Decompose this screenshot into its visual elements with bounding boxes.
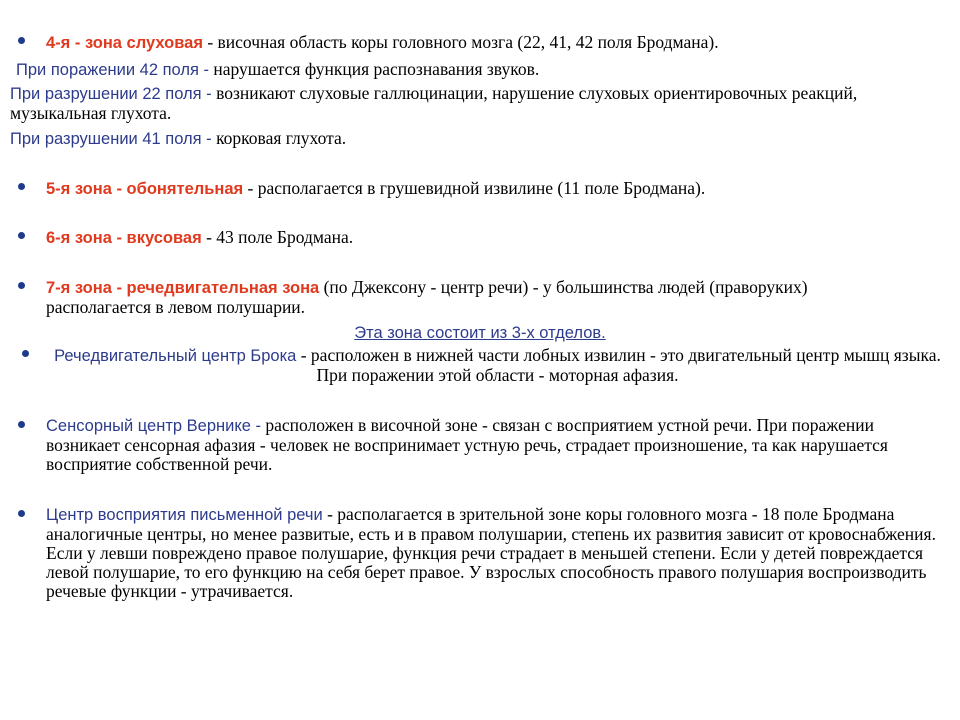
bullet-icon bbox=[18, 510, 25, 517]
zone6-text: - 43 поле Бродмана. bbox=[201, 227, 354, 247]
zone4-paragraph bbox=[46, 33, 926, 53]
wernicke-lead: Сенсорный центр Вернике - bbox=[46, 417, 261, 435]
zone4-text: - височная область коры головного мозга (22, 41, 42 поля Бродмана). bbox=[202, 32, 719, 52]
p42-paragraph bbox=[16, 60, 916, 80]
zone7-text: (по Джексону - центр речи) - у большинства людей (праворуких) располагается в левом полушарии. bbox=[46, 277, 808, 317]
broca-text: - расположен в нижней части лобных извилин - это двигательный центр мышц языка. При поражении этой области - моторная афазия. bbox=[296, 345, 941, 385]
written-text: - располагается в зрительной зоне коры головного мозга - 18 поле Бродмана аналогичные центры, но менее развитые, есть и в правом полушарии, степень их развития зависит от кровоснабжения. Если у левши повреждено правое полушарие, функция речи страдает в меньшей степени. Если у детей повреждается левой полушарие, то его функцию на себя берет правое. У взрослых способность правого полушария воспроизводить речевые функции - утрачивается. bbox=[46, 504, 936, 601]
bullet-icon bbox=[18, 232, 25, 239]
bullet-icon bbox=[18, 282, 25, 289]
zone7-sub-paragraph bbox=[0, 323, 960, 343]
zone5-title: 5-я зона - обонятельная bbox=[46, 180, 244, 198]
p42-lead: При поражении 42 поля - bbox=[16, 61, 209, 79]
bullet-icon bbox=[18, 421, 25, 428]
zone6-paragraph bbox=[46, 228, 926, 248]
zone7-paragraph bbox=[46, 278, 846, 317]
p41-paragraph bbox=[10, 129, 910, 149]
zone4-title: 4-я - зона слуховая bbox=[46, 34, 203, 52]
bullet-icon bbox=[18, 183, 25, 190]
broca-lead: Речедвигательный центр Брока bbox=[54, 347, 297, 365]
zone5-text: - располагается в грушевидной извилине (11 поле Бродмана). bbox=[243, 178, 706, 198]
p22-lead: При разрушении 22 поля - bbox=[10, 85, 212, 103]
broca-paragraph bbox=[50, 346, 945, 385]
written-paragraph bbox=[46, 505, 946, 601]
zone6-title: 6-я зона - вкусовая bbox=[46, 229, 202, 247]
p41-lead: При разрушении 41 поля - bbox=[10, 130, 212, 148]
wernicke-paragraph bbox=[46, 416, 946, 474]
p42-text: нарушается функция распознавания звуков. bbox=[208, 59, 540, 79]
bullet-icon bbox=[18, 37, 25, 44]
bullet-icon bbox=[22, 350, 29, 357]
zone7-sub-link[interactable]: Эта зона состоит из 3-х отделов. bbox=[354, 324, 606, 342]
zone5-paragraph bbox=[46, 179, 926, 199]
wernicke-text: расположен в височной зоне - связан с восприятием устной речи. При поражении возникает сенсорная афазия - человек не воспринимает устную речь, страдает произношение, та как нарушается восприятие собственной речи. bbox=[46, 415, 888, 474]
p41-text: корковая глухота. bbox=[211, 128, 347, 148]
p22-text: возникают слуховые галлюцинации, нарушение слуховых ориентировочных реакций, музыкальная глухота. bbox=[10, 83, 858, 123]
p22-paragraph bbox=[10, 84, 955, 123]
zone7-title: 7-я зона - речедвигательная зона bbox=[46, 279, 320, 297]
written-lead: Центр восприятия письменной речи bbox=[46, 506, 323, 524]
